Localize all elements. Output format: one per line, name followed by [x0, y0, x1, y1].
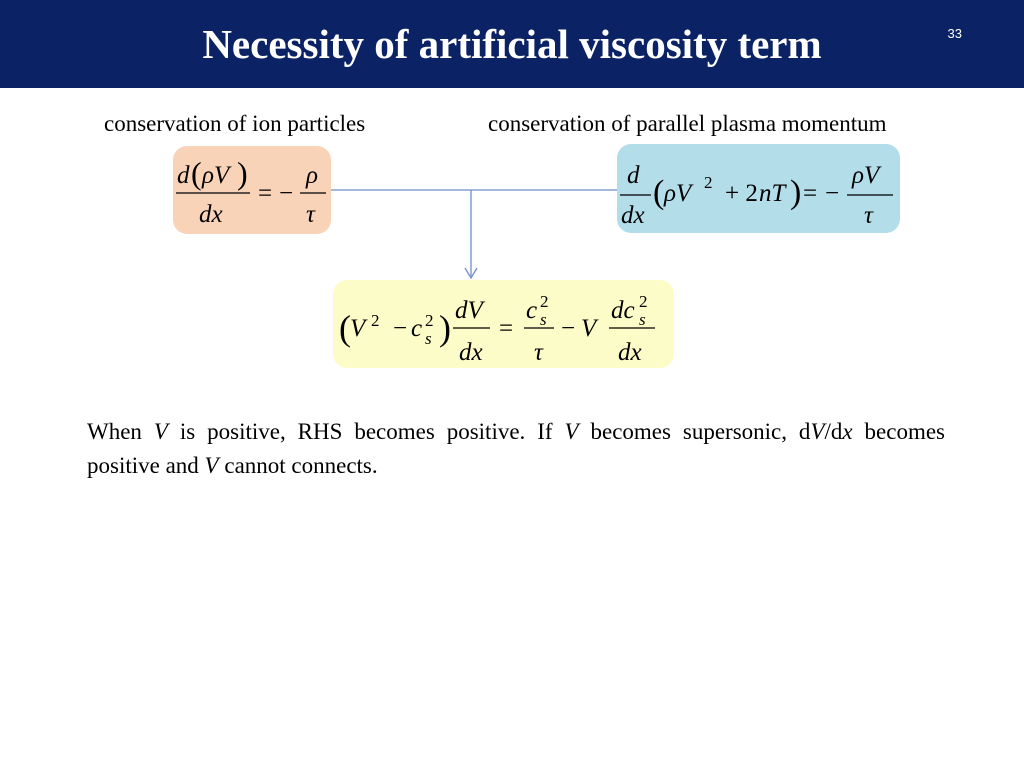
svg-text:): ): [237, 155, 248, 191]
svg-text:V: V: [581, 315, 597, 342]
svg-text:): ): [790, 174, 802, 211]
explanation-paragraph: When V is positive, RHS becomes positive. If V becomes supersonic, dV/dx becomes positive and V cannot connects.: [87, 419, 946, 478]
svg-text:2: 2: [371, 311, 380, 330]
label-ion-particles: conservation of ion particles: [104, 111, 366, 136]
svg-text:dx: dx: [621, 202, 645, 229]
svg-text:): ): [439, 308, 451, 348]
svg-text:−: −: [393, 315, 408, 342]
svg-text:(: (: [191, 155, 202, 191]
svg-text:=: =: [499, 315, 514, 342]
slide-title: Necessity of artificial viscosity term: [202, 21, 822, 67]
equation-ion-continuity: [173, 146, 331, 234]
svg-text:dV: dV: [455, 297, 483, 324]
svg-text:V: V: [350, 315, 366, 342]
page-number: 33: [947, 26, 962, 41]
svg-text:(: (: [653, 174, 665, 211]
svg-text:τ: τ: [864, 202, 873, 229]
svg-text:2: 2: [540, 292, 549, 311]
svg-text:−: −: [279, 180, 294, 207]
svg-text:d: d: [627, 162, 640, 189]
svg-text:nT: nT: [759, 180, 786, 207]
svg-text:−: −: [825, 180, 840, 207]
svg-text:τ: τ: [306, 201, 315, 228]
svg-text:ρV: ρV: [202, 162, 230, 189]
equation-result: [333, 280, 674, 368]
svg-text:s: s: [639, 310, 646, 329]
svg-text:τ: τ: [534, 339, 543, 366]
label-plasma-momentum: conservation of parallel plasma momentum: [488, 111, 887, 136]
svg-text:2: 2: [704, 173, 713, 192]
svg-text:s: s: [425, 329, 432, 348]
svg-text:ρ: ρ: [306, 162, 318, 189]
svg-text:dc: dc: [611, 297, 635, 324]
svg-text:s: s: [540, 310, 547, 329]
svg-text:+ 2: + 2: [725, 180, 758, 207]
equation-momentum: [617, 144, 900, 233]
svg-text:2: 2: [639, 292, 648, 311]
svg-text:ρV: ρV: [852, 162, 880, 189]
variable-x: x: [842, 419, 853, 444]
variable-v: V: [153, 419, 168, 444]
svg-text:ρV: ρV: [664, 180, 692, 207]
svg-text:dx: dx: [459, 339, 483, 366]
variable-v: V: [564, 419, 579, 444]
variable-v: V: [810, 419, 825, 444]
svg-text:=: =: [258, 180, 273, 207]
svg-text:(: (: [339, 308, 351, 348]
svg-text:c: c: [411, 315, 423, 342]
svg-text:2: 2: [425, 311, 434, 330]
svg-text:−: −: [561, 315, 576, 342]
svg-text:d: d: [177, 162, 190, 189]
variable-v: V: [204, 453, 219, 478]
svg-text:dx: dx: [618, 339, 642, 366]
svg-text:=: =: [803, 180, 818, 207]
svg-text:dx: dx: [199, 201, 223, 228]
svg-text:c: c: [526, 297, 538, 324]
